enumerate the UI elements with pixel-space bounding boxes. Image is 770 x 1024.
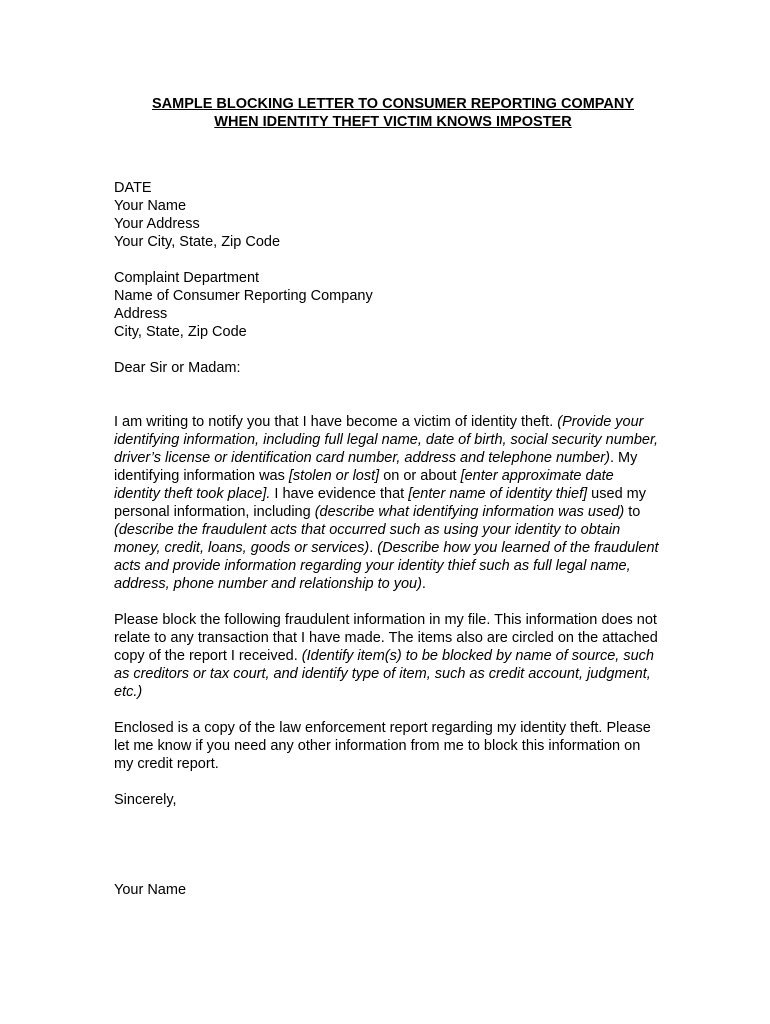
p1-text: . xyxy=(369,540,378,556)
body-paragraph-2 xyxy=(114,611,660,701)
letter-title xyxy=(110,95,676,131)
body-paragraph-1 xyxy=(114,413,660,593)
p1-italic-instruction: (describe what identifying information was used) xyxy=(314,504,625,520)
p1-text: on or about xyxy=(379,468,461,484)
sender-name: Your Name xyxy=(114,198,187,214)
p1-text: I have evidence that xyxy=(270,486,409,502)
salutation: Dear Sir or Madam: xyxy=(114,360,241,376)
sender-address: Your Address xyxy=(114,216,200,232)
p1-italic-placeholder: [stolen or lost] xyxy=(288,468,380,484)
title-line-1: SAMPLE BLOCKING LETTER TO CONSUMER REPORTING COMPANY xyxy=(151,96,634,112)
p1-italic-instruction: (describe the fraudulent acts that occurred such as using your identity to obtain money, credit, loans, goods or services) xyxy=(114,522,621,556)
recipient-city-state-zip: City, State, Zip Code xyxy=(114,324,247,340)
p1-italic-placeholder: [enter approximate date identity theft took place]. xyxy=(114,468,614,502)
p2-italic-instruction: (Identify item(s) to be blocked by name of source, such as creditors or tax court, and identify type of item, such as credit account, judgment, etc.) xyxy=(114,648,654,700)
sender-block xyxy=(114,179,660,251)
recipient-block xyxy=(114,269,660,341)
p1-text: . My identifying information was xyxy=(114,450,638,484)
body-paragraph-3: Enclosed is a copy of the law enforcement report regarding my identity theft. Please let me know if you need any other information from me to block this information on my credit report. xyxy=(114,720,651,772)
recipient-department: Complaint Department xyxy=(114,270,260,286)
p1-text: to xyxy=(624,504,641,520)
closing: Sincerely, xyxy=(114,792,177,808)
recipient-company: Name of Consumer Reporting Company xyxy=(114,288,373,304)
p1-italic-instruction: (Provide your identifying information, including full legal name, date of birth, social security number, driver’s license or identification card number, address and telephone number) xyxy=(114,414,659,466)
signature-name: Your Name xyxy=(114,882,187,898)
p2-text: Please block the following fraudulent information in my file. This information does not relate to any transaction that I have made. The items also are circled on the attached copy of the report I received. xyxy=(114,612,658,664)
date-line: DATE xyxy=(114,180,152,196)
title-line-2: WHEN IDENTITY THEFT VICTIM KNOWS IMPOSTER xyxy=(214,114,572,130)
p1-italic-instruction: (Describe how you learned of the fraudulent acts and provide information regarding your identity thief such as full legal name, address, phone number and relationship to you) xyxy=(114,540,659,592)
p1-text: . xyxy=(421,576,426,592)
sender-city-state-zip: Your City, State, Zip Code xyxy=(114,234,281,250)
recipient-address: Address xyxy=(114,306,168,322)
p1-italic-placeholder: [enter name of identity thief] xyxy=(408,486,588,502)
p1-text: used my personal information, including xyxy=(114,486,646,520)
p1-text: I am writing to notify you that I have become a victim of identity theft. xyxy=(114,414,558,430)
